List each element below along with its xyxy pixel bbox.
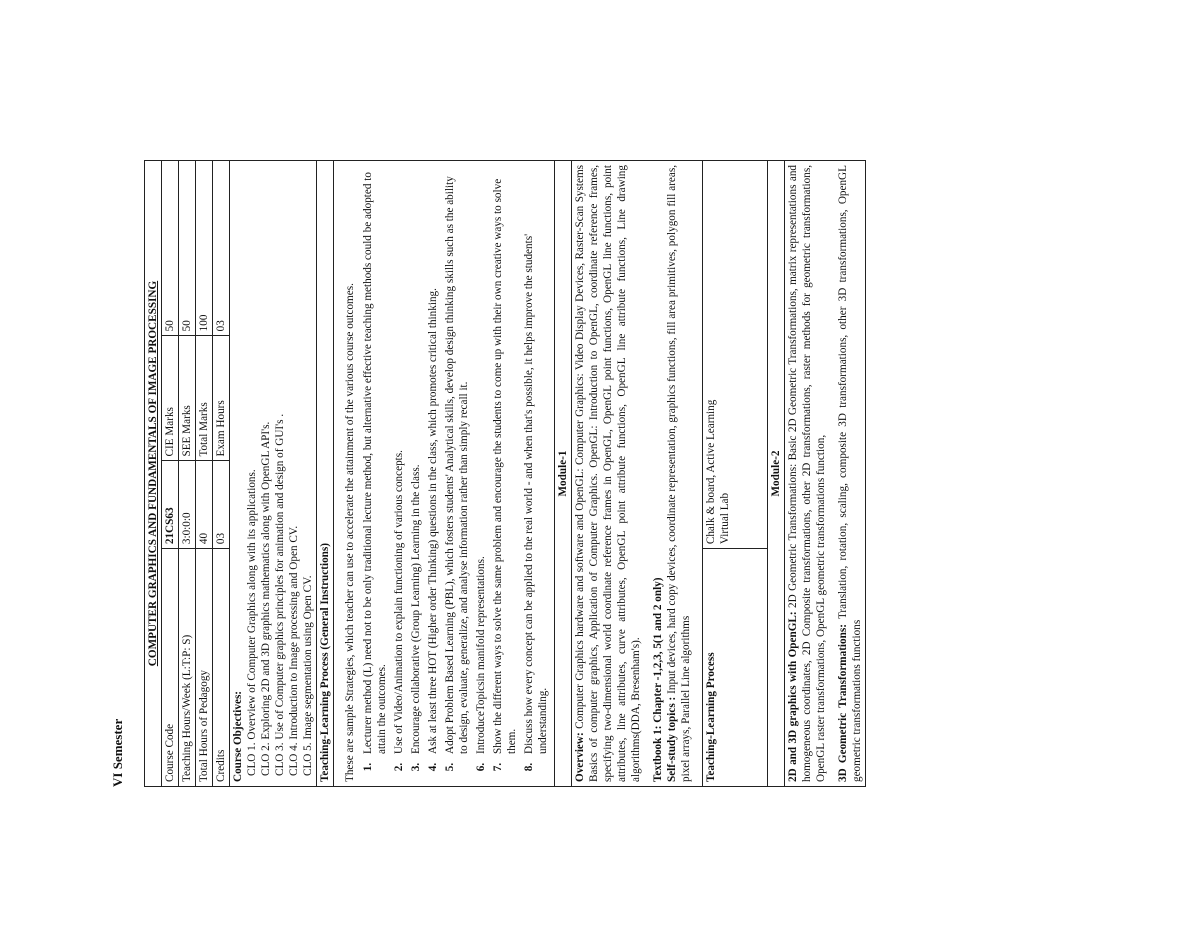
course-title: COMPUTER GRAPHICS AND FUNDAMENTALS OF IMAGE PROCESSING bbox=[145, 161, 162, 787]
info-label: Teaching Hours/Week (L:T:P: S) bbox=[179, 549, 196, 787]
strategy-item: 6. IntroduceTopicsin manifold representations. bbox=[474, 165, 488, 760]
objective-item: CLO 4. Introduction to Image processing and Open CV. bbox=[288, 525, 300, 776]
objective-item: CLO 3. Use of Computer graphics principles for animation and design of GUI's . bbox=[274, 413, 286, 776]
info-value: 03 bbox=[213, 461, 230, 549]
info-row bbox=[196, 161, 213, 787]
tlp-item: Chalk & board, Active Learning bbox=[705, 399, 717, 545]
objective-item: CLO 2. Exploring 2D and 3D graphics mathematics along with OpenGL API's. bbox=[260, 421, 272, 776]
objective-item: CLO 1. Overview of Computer Graphics along with its applications. bbox=[246, 469, 258, 776]
info-label: Course Code bbox=[162, 549, 179, 787]
module-2-content bbox=[785, 161, 866, 787]
textbook-reference: Textbook 1: Chapter -1,2,3, 5(1 and 2 only) bbox=[652, 577, 664, 782]
strategy-item: 5. Adopt Problem Based Learning (PBL), which fosters students' Analytical skills, develop design thinking skills such as the ability to design, evaluate, generalize, and analyse information rather than simply recall it. bbox=[443, 165, 471, 760]
syllabus-table bbox=[144, 160, 866, 787]
tlp-item: Virtual Lab bbox=[719, 492, 731, 545]
course-objectives-cell bbox=[230, 161, 317, 787]
module2-p2-text: Translation, rotation, scaling, composite 3D transformations, other 3D transformations, OpenGL geometric transformations functions bbox=[837, 165, 863, 782]
info-value: 40 bbox=[196, 461, 213, 549]
overview-label: Overview: bbox=[574, 732, 586, 782]
module-1-content bbox=[572, 161, 703, 787]
objectives-list bbox=[245, 165, 315, 782]
info-label2: Total Marks bbox=[196, 336, 213, 461]
module-2-title: Module-2 bbox=[768, 161, 785, 787]
info-value2: 50 bbox=[162, 161, 179, 336]
strategies-list bbox=[361, 165, 550, 782]
objective-item: CLO 5. Image segmentation using Open CV. bbox=[302, 575, 314, 776]
selfstudy-label: Self-study topics : bbox=[666, 696, 678, 782]
teaching-heading: Teaching-Learning Process (General Instructions) bbox=[317, 161, 334, 787]
strategy-item: 1. Lecturer method (L) need not to be only traditional lecture method, but alternative effective teaching methods could be adopted to attain the outcomes. bbox=[361, 165, 389, 760]
tlp-methods bbox=[703, 161, 768, 549]
teaching-strategies-cell bbox=[334, 161, 555, 787]
module2-p1-label: 2D and 3D graphics with OpenGL: bbox=[787, 611, 799, 782]
module2-p1-text: 2D Geometric Transformations: Basic 2D Geometric Transformations, matrix representations and homogeneous coordinates, 2D Composite transformations, other 2D transformations, raster methods for geometric transformations, OpenGL raster transformations, OpenGL geometric transformations function, bbox=[787, 164, 827, 782]
selfstudy-text: Input devices, hard copy devices, coordinate representation, graphics functions, fill area primitives, polygon fill areas, pixel arrays, Parallel Line algorithms bbox=[666, 164, 692, 782]
semester-heading: VI Semester bbox=[110, 718, 125, 787]
info-value2: 100 bbox=[196, 161, 213, 336]
info-label2: CIE Marks bbox=[162, 336, 179, 461]
tlp-label: Teaching-Learning Process bbox=[703, 549, 768, 787]
info-value2: 50 bbox=[179, 161, 196, 336]
strategy-item: 3. Encourage collaborative (Group Learning) Learning in the class. bbox=[409, 165, 423, 760]
info-value: 21CS63 bbox=[162, 461, 179, 549]
strategy-item: 7. Show the different ways to solve the same problem and encourage the students to come up with their own creative ways to solve them. bbox=[491, 165, 519, 760]
info-value: 3:0:0:0 bbox=[179, 461, 196, 549]
objectives-heading: Course Objectives: bbox=[232, 690, 244, 782]
rotated-page bbox=[110, 0, 1070, 927]
info-row bbox=[162, 161, 179, 787]
teaching-intro: These are sample Strategies, which teacher can use to accelerate the attainment of the various course outcomes. bbox=[344, 283, 356, 782]
info-label: Total Hours of Pedagogy bbox=[196, 549, 213, 787]
document-page bbox=[110, 0, 1070, 927]
info-row bbox=[179, 161, 196, 787]
module2-p2-label: 3D Geometric Transformations: bbox=[837, 624, 849, 782]
info-row bbox=[213, 161, 230, 787]
overview-text: Computer Graphics hardware and software and OpenGL: Computer Graphics: Video Display Devices, Raster-Scan Systems Basics of computer graphics, Application of Computer Graphics. OpenGL: Introduction to OpenGL, coordinate reference frames, specifying two-dimensional world coordinate reference frames in OpenGL, OpenGL point functions, OpenGL line functions, point attributes, line attributes, curve attributes, OpenGL point attribute functions, OpenGL line attribute functions, Line drawing algorithms(DDA, Bresenham's). bbox=[574, 165, 642, 782]
strategy-item: 8. Discuss how every concept can be applied to the real world - and when that's possible, it helps improve the students' understanding. bbox=[522, 165, 550, 760]
info-label: Credits bbox=[213, 549, 230, 787]
info-label2: SEE Marks bbox=[179, 336, 196, 461]
module-1-title: Module-1 bbox=[555, 161, 572, 787]
info-label2: Exam Hours bbox=[213, 336, 230, 461]
strategy-item: 4. Ask at least three HOT (Higher order Thinking) questions in the class, which promotes critical thinking. bbox=[426, 165, 440, 760]
info-value2: 03 bbox=[213, 161, 230, 336]
strategy-item: 2. Use of Video/Animation to explain functioning of various concepts. bbox=[392, 165, 406, 760]
